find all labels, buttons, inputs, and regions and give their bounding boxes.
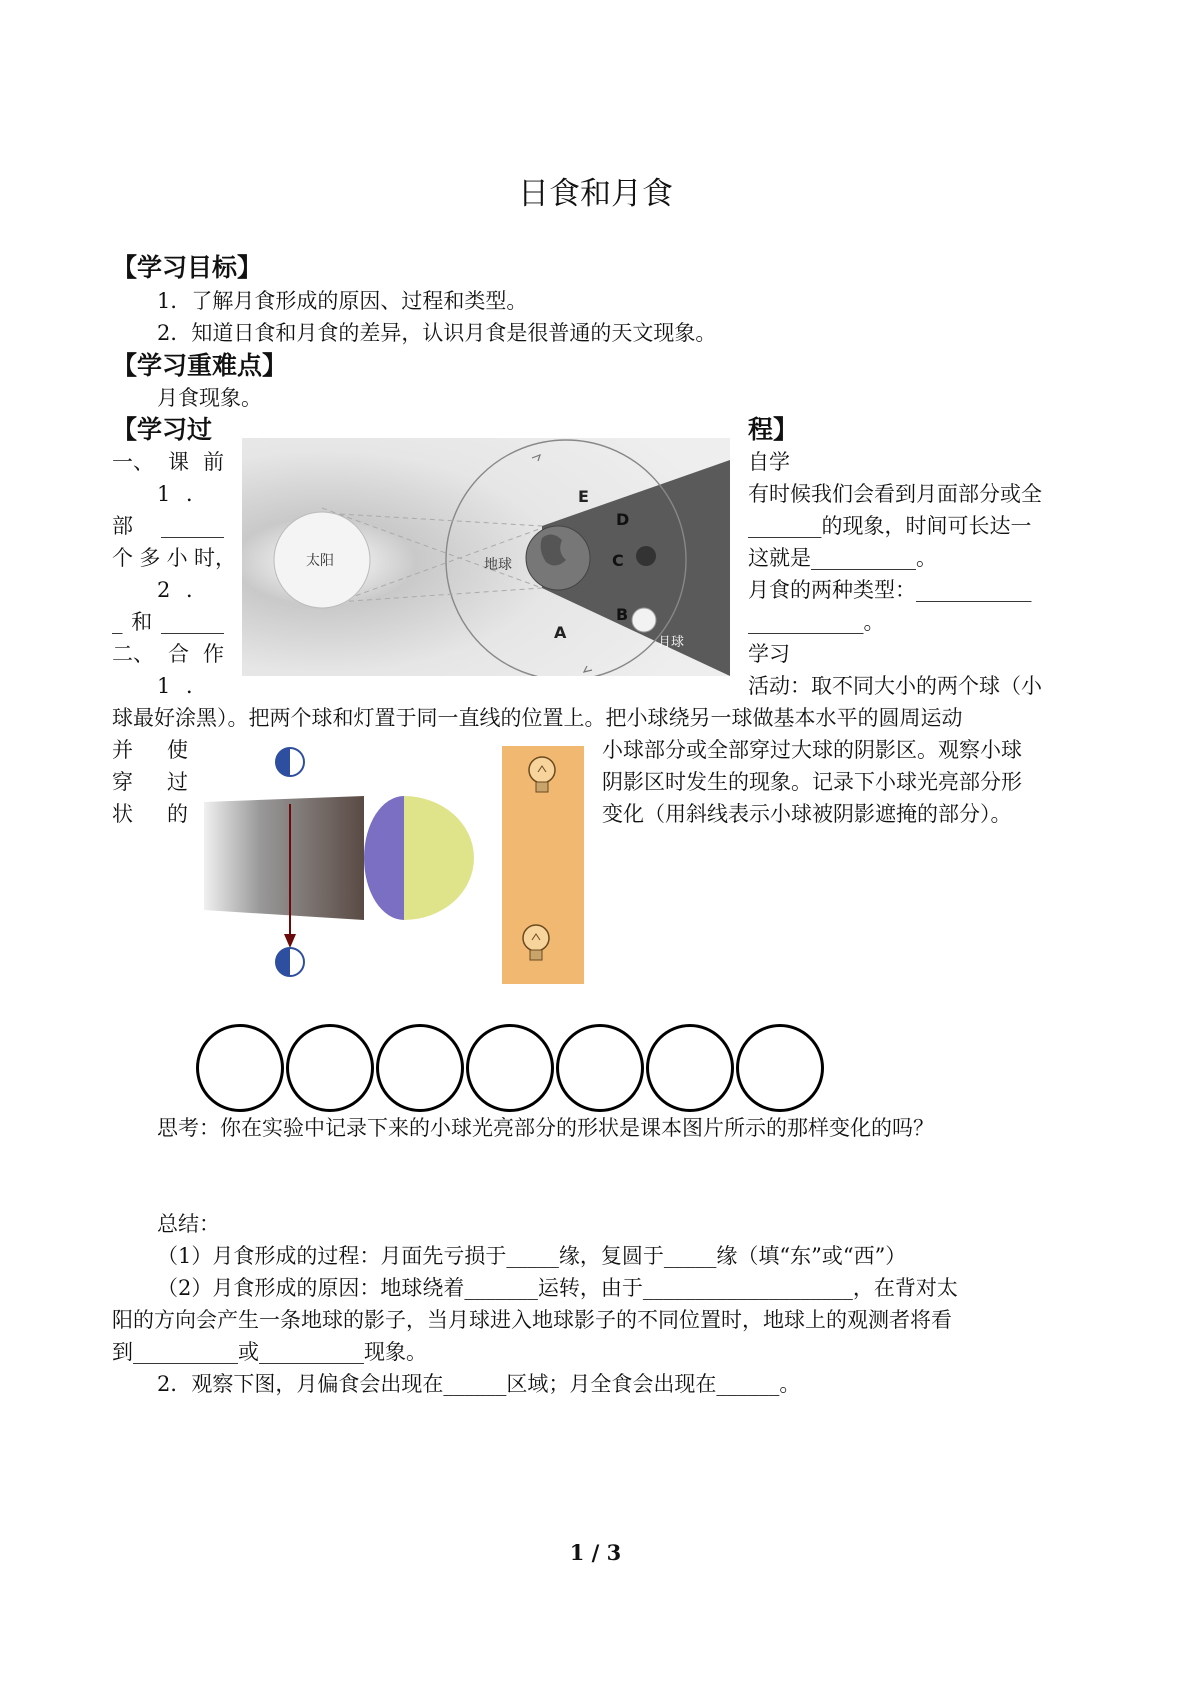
left-text: 使 xyxy=(167,738,188,762)
left-text: 课 xyxy=(168,450,189,474)
right-line-c: 变化（用斜线表示小球被阴影遮掩的部分）。 xyxy=(602,802,1012,826)
full-line-9: 球最好涂黑）。把两个球和灯置于同一直线的位置上。把小球绕另一球做基本水平的圆周运动 xyxy=(112,706,963,730)
left-line-7 xyxy=(112,638,224,670)
summary-line-3: 2．观察下图，月偏食会出现在______区域；月全食会出现在______。 xyxy=(157,1372,801,1396)
right-line-3: _______的现象，时间可长达一 xyxy=(748,514,1032,538)
summary-line-1: （1）月食形成的过程：月面先亏损于_____缘，复圆于_____缘（填“东”或“西”） xyxy=(157,1244,907,1268)
right-line-8: 活动：取不同大小的两个球（小 xyxy=(748,674,1042,698)
left-text: 1 xyxy=(157,674,171,698)
left-text: 二、 xyxy=(112,642,154,666)
moon xyxy=(632,608,656,632)
arrow-down-icon xyxy=(284,934,296,948)
left-text: 作 xyxy=(203,642,224,666)
sun-label: 太阳 xyxy=(306,553,334,569)
page-title: 日食和月食 xyxy=(518,176,673,212)
right-line-a: 小球部分或全部穿过大球的阴影区。观察小球 xyxy=(602,738,1022,762)
left-line-2 xyxy=(157,478,207,510)
shadow-experiment-diagram xyxy=(204,740,480,978)
left-line-3 xyxy=(112,510,224,542)
record-circle-7 xyxy=(736,1024,824,1112)
ball-dark-half xyxy=(364,796,404,920)
left-line-5 xyxy=(157,574,207,606)
left-text: 多 xyxy=(139,546,161,570)
right-line-1: 自学 xyxy=(748,450,790,474)
left-text: 的 xyxy=(167,802,188,826)
left-line-c xyxy=(112,798,188,830)
left-line-4 xyxy=(112,542,236,574)
page-number: 1 / 3 xyxy=(569,1540,622,1565)
left-text: 个 xyxy=(112,546,133,570)
moon-position-c xyxy=(636,546,656,566)
key-points-text: 月食现象。 xyxy=(157,386,262,410)
right-line-b: 阴影区时发生的现象。记录下小球光亮部分形 xyxy=(602,770,1022,794)
right-line-4: 这就是__________。 xyxy=(748,546,937,570)
think-question: 思考：你在实验中记录下来的小球光亮部分的形状是课本图片所示的那样变化的吗？ xyxy=(157,1116,934,1140)
left-text: ． xyxy=(186,482,207,506)
summary-line-2a: （2）月食形成的原因：地球绕着_______运转，由于____________________，在背对太 xyxy=(157,1276,958,1300)
summary-line-2c: 到__________或__________现象。 xyxy=(112,1340,427,1364)
left-text: _ xyxy=(112,610,123,634)
ball-lit-half xyxy=(404,796,474,920)
small-ball-bottom-shaded xyxy=(276,948,290,976)
process-heading-left: 【学习过 xyxy=(112,415,213,444)
left-text: 穿 xyxy=(112,770,133,794)
left-text: 并 xyxy=(112,738,133,762)
left-text: 时， xyxy=(193,546,236,570)
record-circle-4 xyxy=(466,1024,554,1112)
left-text: 1 xyxy=(157,482,171,506)
left-text: 小 xyxy=(166,546,188,570)
lamp-diagram xyxy=(502,746,584,984)
summary-heading: 总结： xyxy=(157,1212,220,1236)
record-circle-1 xyxy=(196,1024,284,1112)
position-label-b: B xyxy=(616,605,629,624)
left-text: 前 xyxy=(203,450,224,474)
small-ball-top-shaded xyxy=(276,748,290,776)
left-text: ______ xyxy=(161,610,224,634)
goal-2: 2．知道日食和月食的差异，认识月食是很普通的天文现象。 xyxy=(157,321,717,345)
right-line-6: ___________。 xyxy=(748,610,885,634)
position-label-e: E xyxy=(578,487,589,506)
record-circle-2 xyxy=(286,1024,374,1112)
position-label-c: C xyxy=(612,551,624,570)
left-text: 过 xyxy=(167,770,188,794)
left-text: ． xyxy=(186,674,207,698)
right-line-5: 月食的两种类型：___________ xyxy=(748,578,1032,602)
right-line-7: 学习 xyxy=(748,642,790,666)
record-circle-5 xyxy=(556,1024,644,1112)
position-label-a: A xyxy=(554,623,567,642)
left-line-8 xyxy=(157,670,207,702)
right-line-2: 有时候我们会看到月面部分或全 xyxy=(748,482,1042,506)
left-line-1 xyxy=(112,446,224,478)
earth-label: 地球 xyxy=(484,557,512,573)
record-circle-6 xyxy=(646,1024,734,1112)
lunar-eclipse-diagram xyxy=(242,438,730,676)
left-text: 部 xyxy=(112,514,133,538)
summary-line-2b: 阳的方向会产生一条地球的影子，当月球进入地球影子的不同位置时，地球上的观测者将看 xyxy=(112,1308,952,1332)
left-text: 2 xyxy=(157,578,171,602)
process-heading-right: 程】 xyxy=(748,415,799,444)
left-text: 和 xyxy=(131,610,153,634)
position-label-d: D xyxy=(616,510,630,529)
goal-1: 1．了解月食形成的原因、过程和类型。 xyxy=(157,289,528,313)
shadow-region xyxy=(204,796,364,920)
moon-label: 月球 xyxy=(658,635,685,650)
goals-heading: 【学习目标】 xyxy=(112,253,263,282)
left-line-b xyxy=(112,766,188,798)
record-circle-3 xyxy=(376,1024,464,1112)
left-line-6 xyxy=(112,606,224,638)
key-points-heading: 【学习重难点】 xyxy=(112,351,288,380)
left-line-a xyxy=(112,734,188,766)
left-text: ______ xyxy=(161,514,224,538)
left-text: ． xyxy=(186,578,207,602)
left-text: 一、 xyxy=(112,450,154,474)
left-text: 合 xyxy=(168,642,189,666)
left-text: 状 xyxy=(112,802,133,826)
